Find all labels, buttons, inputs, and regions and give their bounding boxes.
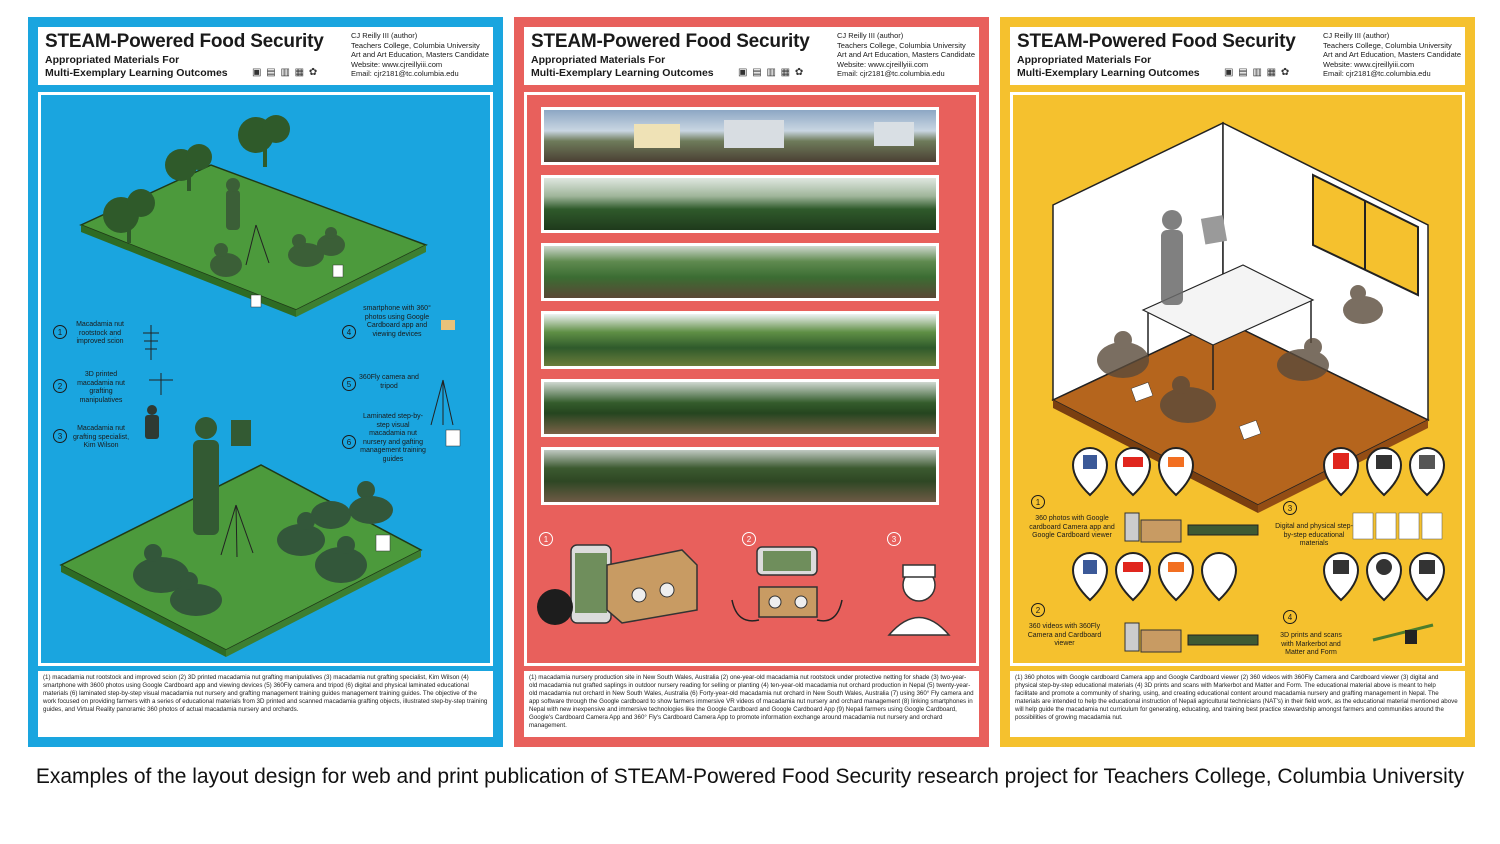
- label-rootstock: Macadamia nut rootstock and improved scion: [76, 321, 124, 345]
- credit-program: Art and Art Education, Masters Candidate: [351, 50, 489, 59]
- subtitle-line-2: Multi-Exemplary Learning Outcomes: [45, 67, 228, 79]
- poster-illustration: [38, 92, 493, 666]
- label-360fly: 360Fly camera and tripod: [359, 374, 419, 390]
- poster-title: STEAM-Powered Food Security: [45, 31, 324, 52]
- credit-author: CJ Reilly III (author): [837, 31, 904, 40]
- label-number-3: 3: [53, 429, 67, 443]
- label-360fly-video: 360 videos with 360Fly Camera and Cardboard viewer: [1027, 623, 1102, 647]
- poster-caption: (1) macadamia nursery production site in New South Wales, Australia (2) one-year-old macadamia nut rootstock under protective netting for shade (3) two-year-old macadamia nut grafted saplings in outdoor nursery reading for selling or planting (4) ten-year-old macadamia nut orchard production in Nepal (5) twenty-year-old macadamia nut orchard in New South Wales, Australia (6) Forty-year-old macadamia nut orchard in New South Wales, Australia (7) using 360° Fly camera and app software through the Google cardboard to show farmers immersive VR videos of macadamia nut nursery and orchard management (8) linking smartphones in Nepal with new inexpensive and immersive technologies like the Google Cardboard and Google Cardboard App (9) Nepali farmers using Google Cardboard, Google's Cardboard Camera App and 360° Fly's Cardboard Camera App to promote information exchange around macadamia nut nursery and orchard management.: [524, 671, 979, 737]
- discipline-icons: ▣ ▤ ▥ ▦ ✿: [252, 67, 319, 78]
- credit-website: Website: www.cjreillyiii.com: [351, 59, 443, 69]
- poster-caption: (1) macadamia nut rootstock and improved scion (2) 3D printed macadamia nut grafting manipulatives (3) macadamia nut grafting specialist, Kim Wilson (4) smartphone with 3600 photos using Google Cardboard app and viewing devices (5) 360Fly camera and tripod (6) digital and physical laminated educational materials (6) laminated step-by-step visual macadamia nut nursery and grafting management training guides management training guides. The objective of the work focused on providing farmers with a series of educational materials from 3D printed and scanned macadamia grafting objects, illustrated step-by-step training guides, and Virtual Reality panoramic 360 photos of actual macadamia nursery and orchards.: [38, 671, 493, 737]
- subtitle-line-1: Appropriated Materials For: [45, 54, 180, 66]
- subtitle-line-1: Appropriated Materials For: [531, 54, 666, 66]
- label-3d-printed: 3D printed macadamia nut grafting manipulatives: [77, 371, 125, 404]
- label-number-4: 4: [342, 325, 356, 339]
- poster-caption: (1) 360 photos with Google cardboard Camera app and Google Cardboard viewer (2) 360 videos with 360Fly Camera and Cardboard viewer (3) digital and physical step-by-step educational materials (4) 3D prints and scans with Markerbot and Matter and Form. The educational material above is meant to help facilitate and promote a community of sharing, using, and creating educational content around macadamia nursery and grafting management in Nepal. The materials are intended to help the educational instruction of Nepali agricultural technicians (NAT's) in their field work, as the educational material mentioned above will help guide the macadamia nut curriculum for generating, educating, and training best practice stewardship amongst farmers and communities around the possibilities of growing macadamia nut.: [1010, 671, 1465, 737]
- step-number-1: 1: [539, 532, 553, 546]
- poster-blue: [28, 17, 503, 747]
- platform-pins: [1013, 95, 1462, 663]
- discipline-icons: ▣ ▤ ▥ ▦ ✿: [738, 67, 805, 78]
- credit-email: Email: cjr2181@tc.columbia.edu: [351, 69, 459, 78]
- poster-header: [38, 27, 493, 85]
- label-training-guides: Laminated step-by-step visual macadamia nut nursery and gafting management training guides: [360, 413, 426, 463]
- vr-equipment-illustration: [527, 95, 976, 663]
- poster-header: [1010, 27, 1465, 85]
- label-number-2: 2: [1031, 603, 1045, 617]
- label-number-4: 4: [1283, 610, 1297, 624]
- credit-institution: Teachers College, Columbia University: [837, 40, 966, 50]
- step-number-3: 3: [887, 532, 901, 546]
- credit-website: Website: www.cjreillyiii.com: [837, 59, 929, 69]
- poster-credits: [837, 31, 975, 79]
- credit-institution: Teachers College, Columbia University: [351, 40, 480, 50]
- label-3d-prints: 3D prints and scans with Markerbot and Matter and Form: [1280, 632, 1342, 656]
- credit-institution: Teachers College, Columbia University: [1323, 40, 1452, 50]
- poster-red: [514, 17, 989, 747]
- poster-header: [524, 27, 979, 85]
- label-number-3: 3: [1283, 501, 1297, 515]
- credit-program: Art and Art Education, Masters Candidate: [1323, 50, 1461, 59]
- poster-subtitle: [45, 54, 228, 80]
- credit-program: Art and Art Education, Masters Candidate: [837, 50, 975, 59]
- label-smartphone: smartphone with 360° photos using Google Cardboard app and viewing devices: [363, 305, 431, 338]
- credit-author: CJ Reilly III (author): [351, 31, 418, 40]
- credit-author: CJ Reilly III (author): [1323, 31, 1390, 40]
- poster-subtitle: [531, 54, 714, 80]
- label-number-5: 5: [342, 377, 356, 391]
- subtitle-line-2: Multi-Exemplary Learning Outcomes: [1017, 67, 1200, 79]
- poster-illustration: [524, 92, 979, 666]
- subtitle-line-2: Multi-Exemplary Learning Outcomes: [531, 67, 714, 79]
- label-number-2: 2: [53, 379, 67, 393]
- poster-subtitle: [1017, 54, 1200, 80]
- label-cardboard-camera: 360 photos with Google cardboard Camera app and Google Cardboard viewer: [1029, 515, 1115, 539]
- poster-title: STEAM-Powered Food Security: [1017, 31, 1296, 52]
- label-number-1: 1: [53, 325, 67, 339]
- poster-credits: [351, 31, 489, 79]
- label-digital-materials: Digital and physical step-by-step educational materials: [1275, 523, 1353, 547]
- credit-website: Website: www.cjreillyiii.com: [1323, 59, 1415, 69]
- poster-title: STEAM-Powered Food Security: [531, 31, 810, 52]
- label-number-1: 1: [1031, 495, 1045, 509]
- label-number-6: 6: [342, 435, 356, 449]
- poster-yellow: [1000, 17, 1475, 747]
- discipline-icons: ▣ ▤ ▥ ▦ ✿: [1224, 67, 1291, 78]
- credit-email: Email: cjr2181@tc.columbia.edu: [1323, 69, 1431, 78]
- poster-credits: [1323, 31, 1461, 79]
- credit-email: Email: cjr2181@tc.columbia.edu: [837, 69, 945, 78]
- step-number-2: 2: [742, 532, 756, 546]
- subtitle-line-1: Appropriated Materials For: [1017, 54, 1152, 66]
- label-specialist: Macadamia nut grafting specialist, Kim Wilson: [72, 425, 130, 449]
- figure-caption: Examples of the layout design for web and print publication of STEAM-Powered Food Security research project for Teachers College, Columbia University: [35, 765, 1465, 788]
- poster-illustration: [1010, 92, 1465, 666]
